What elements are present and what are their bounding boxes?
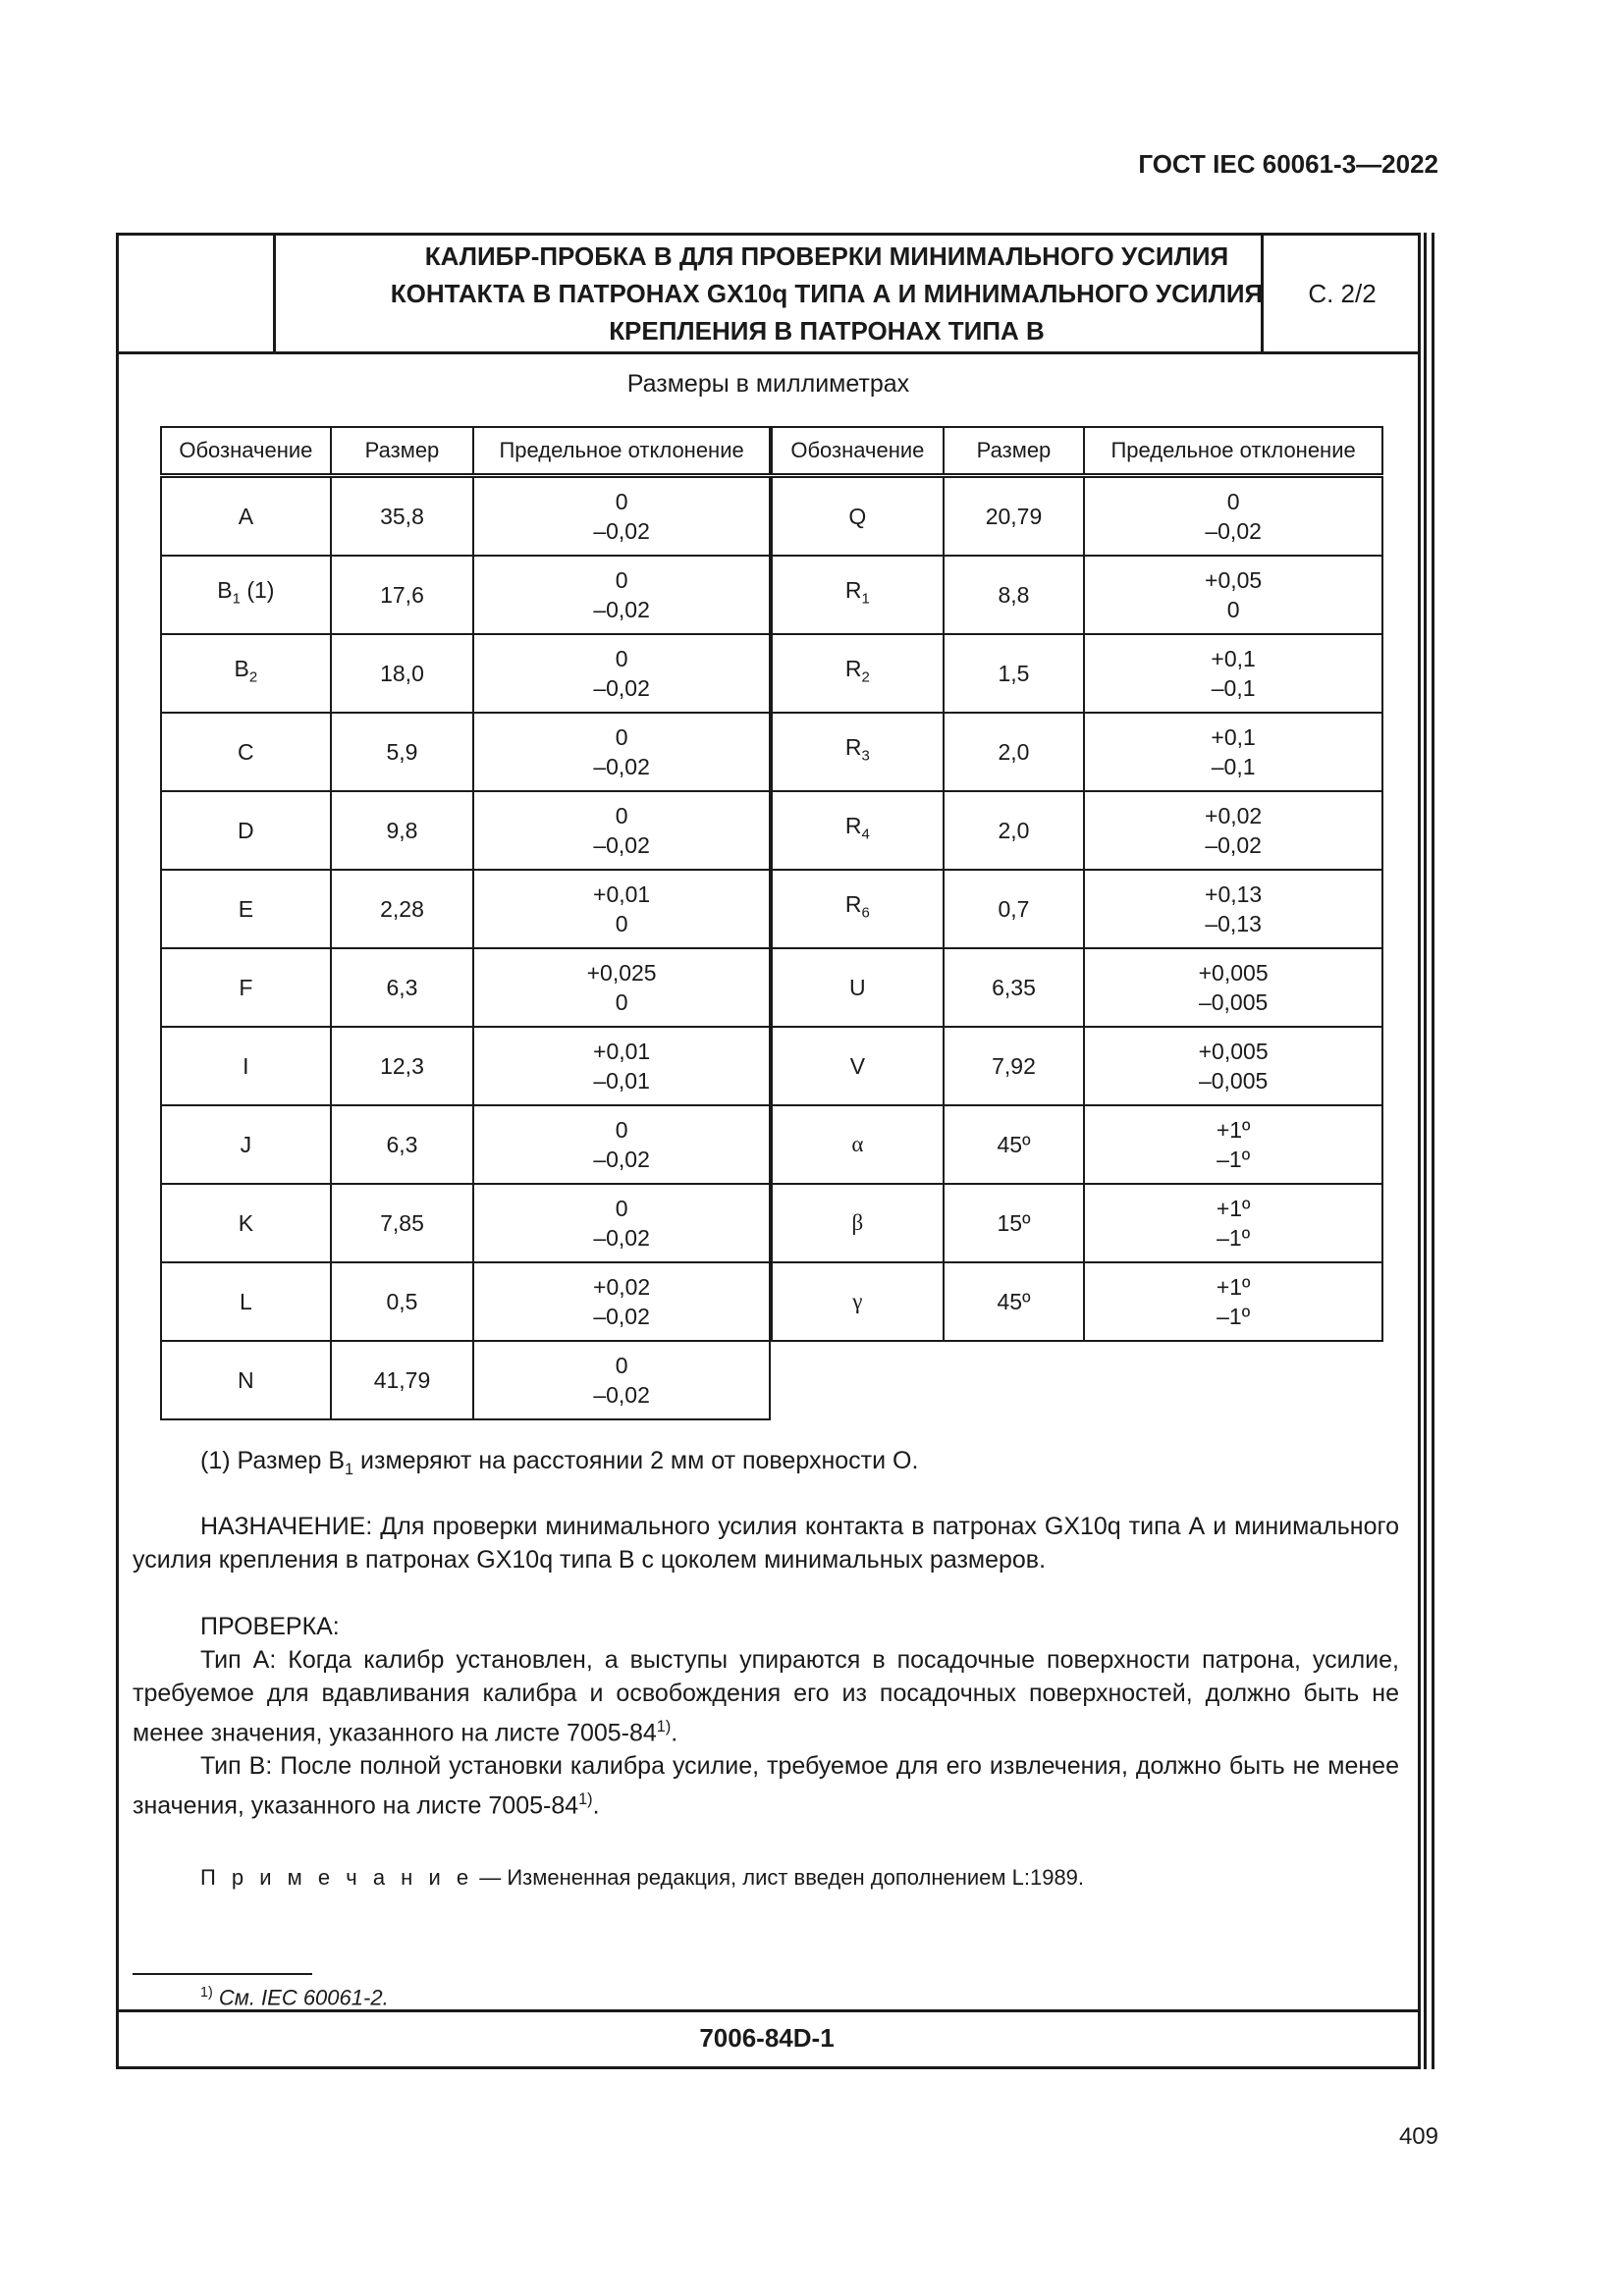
dimension-note: (1) Размер $B_1$ измеряют на расстоянии 2 мм от поверхности O. [200,1447,919,1478]
size-cell: 12,3 [331,1027,474,1105]
column-header: Предельное отклонение [473,427,770,476]
table-row [161,1105,770,1184]
tolerance-upper: 0 [615,1117,628,1143]
tolerance-upper: 0 [1226,489,1240,514]
designation-cell: F [161,948,331,1027]
table-row [772,1027,1382,1105]
footnote-separator [133,1973,312,1975]
designation-cell: U [772,948,944,1027]
tolerance-upper: 0 [615,567,628,593]
table-row [772,476,1382,557]
table-row [161,791,770,870]
table-row [161,1341,770,1419]
designation-cell: γ [772,1262,944,1341]
tolerance-cell [473,791,770,870]
tolerance-lower: –1º [1217,1225,1251,1251]
size-cell: 45º [944,1105,1085,1184]
tolerance-upper: +0,025 [586,960,657,986]
table-row [772,1105,1382,1184]
tolerance-cell [1084,1027,1382,1105]
title-line: КОНТАКТА В ПАТРОНАХ GX10q ТИПА А И МИНИМАЛЬНОГО УСИЛИЯ [390,279,1264,308]
tolerance-upper: +0,1 [1211,646,1256,671]
size-cell: 2,0 [944,791,1085,870]
tolerance-lower: –0,02 [593,1147,650,1172]
table-row [772,791,1382,870]
designation-cell: N [161,1341,331,1419]
designation-cell: $B_2$ [161,634,331,713]
tolerance-upper: 0 [615,646,628,671]
tolerance-lower: –0,005 [1198,989,1269,1015]
dimensions-table-left [160,426,771,1420]
purpose-paragraph: НАЗНАЧЕНИЕ: Для проверки минимального усилия контакта в патронах GX10q типа А и минимального усилия крепления в патронах GX10q типа В с цоколем минимальных размеров. [133,1513,1399,1574]
tolerance-cell [473,713,770,791]
tolerance-upper: +0,05 [1205,567,1263,593]
table-row [161,870,770,948]
tolerance-upper: +0,1 [1211,724,1256,750]
tolerance-cell [473,1184,770,1262]
tolerance-lower: –1º [1217,1147,1251,1172]
column-header: Обозначение [772,427,944,476]
units-note: Размеры в миллиметрах [626,370,910,398]
tolerance-upper: 0 [615,1353,628,1378]
tolerance-lower: –0,1 [1211,675,1256,701]
tolerance-cell [473,870,770,948]
designation-cell: α [772,1105,944,1184]
check-heading: ПРОВЕРКА: [200,1613,340,1640]
tolerance-upper: 0 [615,1196,628,1221]
title-line: КРЕПЛЕНИЯ В ПАТРОНАХ ТИПА В [609,316,1045,346]
table-row [772,1184,1382,1262]
tolerance-cell [1084,556,1382,634]
frame-edge-line [1424,233,1427,2069]
tolerance-upper: +0,005 [1198,1039,1269,1064]
size-cell: 18,0 [331,634,474,713]
size-cell: 7,92 [944,1027,1085,1105]
tolerance-lower: –0,02 [593,597,650,622]
tolerance-upper: +0,005 [1198,960,1269,986]
table-row [772,713,1382,791]
size-cell: 6,3 [331,1105,474,1184]
column-header: Обозначение [161,427,331,476]
designation-cell: β [772,1184,944,1262]
tolerance-upper: +0,01 [593,881,651,907]
footer-divider [116,2009,1418,2012]
tolerance-cell [473,556,770,634]
table-row [772,556,1382,634]
size-cell: 17,6 [331,556,474,634]
tolerance-upper: +0,01 [593,1039,651,1064]
designation-cell: V [772,1027,944,1105]
designation-cell: Q [772,476,944,557]
size-cell: 41,79 [331,1341,474,1419]
size-cell: 45º [944,1262,1085,1341]
title-block-empty-cell [119,236,276,351]
tolerance-cell [473,1262,770,1341]
designation-cell: D [161,791,331,870]
designation-cell: E [161,870,331,948]
designation-cell: $R_4$ [772,791,944,870]
tolerance-lower: –0,02 [593,1225,650,1251]
frame-edge-line [1432,233,1434,2069]
tolerance-lower: –0,02 [593,675,650,701]
tolerance-lower: –1º [1217,1304,1251,1329]
tolerance-cell [473,476,770,557]
size-cell: 6,35 [944,948,1085,1027]
size-cell: 0,7 [944,870,1085,948]
tolerance-cell [473,1027,770,1105]
table-row [772,870,1382,948]
size-cell: 2,0 [944,713,1085,791]
standard-id: ГОСТ IEC 60061-3—2022 [1138,149,1438,179]
size-cell: 35,8 [331,476,474,557]
designation-cell: $B_1$ (1) [161,556,331,634]
tolerance-lower: –0,13 [1205,911,1262,936]
tolerance-upper: 0 [615,803,628,828]
size-cell: 2,28 [331,870,474,948]
tolerance-cell [1084,1105,1382,1184]
tolerance-cell [1084,870,1382,948]
designation-cell: $R_3$ [772,713,944,791]
size-cell: 1,5 [944,634,1085,713]
tolerance-cell [473,1341,770,1419]
check-section [133,1610,1399,1823]
column-header: Размер [331,427,474,476]
table-row [772,948,1382,1027]
designation-cell: $R_2$ [772,634,944,713]
tolerance-lower: 0 [615,989,628,1015]
sheet-title [276,236,1378,351]
tolerance-upper: +0,02 [593,1274,651,1300]
tolerance-lower: –0,02 [1205,832,1262,858]
tolerance-upper: +1º [1216,1196,1251,1221]
tolerance-lower: –0,02 [593,1382,650,1408]
tolerance-lower: –0,01 [593,1068,650,1094]
tolerance-upper: +1º [1216,1117,1251,1143]
tolerance-lower: –0,02 [1205,518,1262,544]
designation-cell: J [161,1105,331,1184]
size-cell: 6,3 [331,948,474,1027]
table-row [161,713,770,791]
tolerance-upper: +0,13 [1205,881,1263,907]
size-cell: 9,8 [331,791,474,870]
tolerance-upper: +0,02 [1205,803,1263,828]
table-row [772,634,1382,713]
size-cell: 15º [944,1184,1085,1262]
tolerance-upper: 0 [615,724,628,750]
column-header: Предельное отклонение [1084,427,1382,476]
tolerance-lower: 0 [1226,597,1240,622]
tolerance-cell [1084,713,1382,791]
tolerance-lower: –0,1 [1211,754,1256,779]
title-block [119,236,1418,354]
tolerance-upper: +1º [1216,1274,1251,1300]
sheet-code: 7006-84D-1 [699,2022,835,2053]
tolerance-cell [1084,1262,1382,1341]
designation-cell: K [161,1184,331,1262]
tolerance-cell [1084,1184,1382,1262]
size-cell: 8,8 [944,556,1085,634]
check-type-b: Тип В: После полной установки калибра усилие, требуемое для его извлечения, должно быть не менее значения, указанного на листе 7005-84$^{1)}$. [133,1752,1399,1820]
size-cell: 5,9 [331,713,474,791]
tolerance-cell [1084,791,1382,870]
tolerance-cell [1084,476,1382,557]
designation-cell: I [161,1027,331,1105]
table-row [772,1262,1382,1341]
designation-cell: $R_1$ [772,556,944,634]
check-type-a: Тип А: Когда калибр установлен, а выступы упираются в посадочные поверхности патрона, усилие, требуемое для вдавливания калибра и освобождения его из посадочных поверхностей, должно быть не менее значения, указанного на листе 7005-84$^{1)}$. [133,1646,1399,1747]
tolerance-lower: –0,005 [1198,1068,1269,1094]
table-row [161,948,770,1027]
sheet-number: С. 2/2 [1261,236,1421,351]
remark-note: П р и м е ч а н и е — Измененная редакция, лист введен дополнением L:1989. [200,1865,1085,1890]
table-row [161,476,770,557]
size-cell: 20,79 [944,476,1085,557]
tolerance-lower: 0 [615,911,628,936]
table-row [161,1027,770,1105]
title-line: КАЛИБР-ПРОБКА B ДЛЯ ПРОВЕРКИ МИНИМАЛЬНОГО УСИЛИЯ [424,241,1229,271]
size-cell: 7,85 [331,1184,474,1262]
tolerance-upper: 0 [615,489,628,514]
table-row [161,1184,770,1262]
table-row [161,1262,770,1341]
tolerance-lower: –0,02 [593,518,650,544]
tolerance-lower: –0,02 [593,832,650,858]
footnote: $^{1)}$ См. IEC 60061-2. [200,1985,389,2010]
tolerance-lower: –0,02 [593,754,650,779]
column-header: Размер [944,427,1085,476]
page-number: 409 [1398,2123,1438,2150]
designation-cell: L [161,1262,331,1341]
tolerance-cell [473,634,770,713]
designation-cell: A [161,476,331,557]
table-row [161,556,770,634]
tolerance-cell [473,948,770,1027]
tolerance-cell [1084,634,1382,713]
dimensions-table-right [771,426,1383,1342]
size-cell: 0,5 [331,1262,474,1341]
table-row [161,634,770,713]
designation-cell: C [161,713,331,791]
tolerance-cell [1084,948,1382,1027]
tolerance-cell [473,1105,770,1184]
tolerance-lower: –0,02 [593,1304,650,1329]
designation-cell: $R_6$ [772,870,944,948]
